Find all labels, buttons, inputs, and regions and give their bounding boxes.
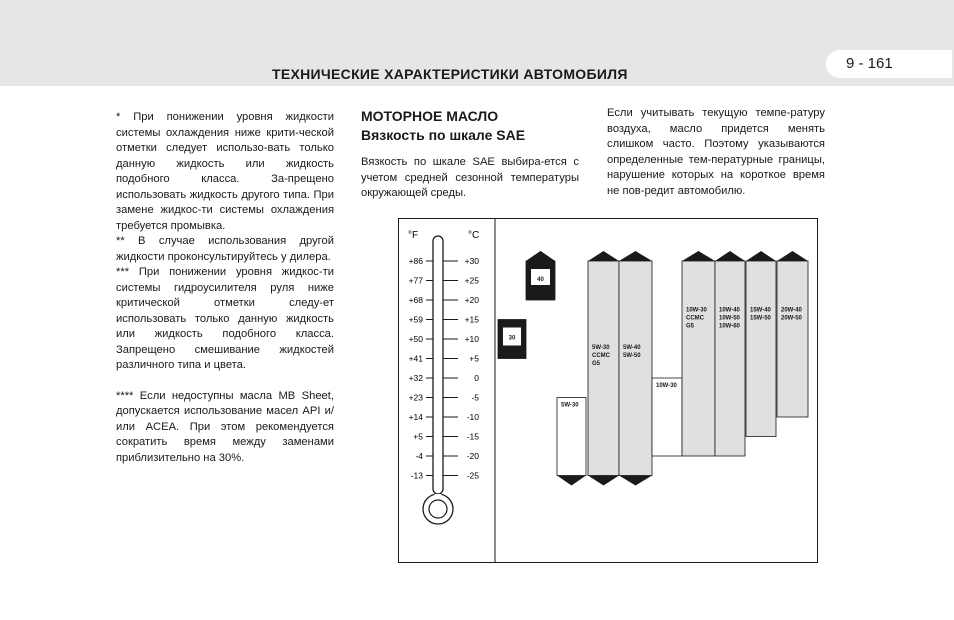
viscosity-grade-label: 30 [508, 335, 516, 342]
section-paragraph-1: Вязкость по шкале SAE выбира-ется с учетом средней сезонной температуры окружающей среды. [361, 156, 579, 199]
celsius-tick-label: -5 [471, 392, 479, 403]
viscosity-bar [619, 261, 652, 476]
celsius-tick-label: +10 [464, 334, 479, 344]
fahrenheit-tick-label: -4 [415, 451, 423, 461]
fahrenheit-label: °F [408, 230, 419, 241]
viscosity-grade-label: 5W-30 [592, 344, 610, 351]
section-paragraph-2: Если учитывать текущую темпе-ратуру воздуха, масло придется менять слишком часто. Поэтому указываются определенные тем-пературные границы, нарушение которых на короткое время не пов-редит автомобилю. [607, 107, 825, 197]
fahrenheit-tick-label: +23 [408, 392, 423, 403]
thermometer-bulb-inner [429, 500, 447, 518]
viscosity-grade-label: 20W-50 [781, 315, 802, 322]
celsius-tick-label: 0 [474, 373, 479, 383]
viscosity-grade-label: 5W-30 [561, 402, 579, 409]
footnote-coolant: * При понижении уровня жидкости системы охлаждения ниже крити-ческой отметки следует использо-вать только данную жидкость или жидкость подобного класса. За-прещено использовать жидкость другого типа. При замене жидкос-ти системы охлаждения требуется промывка. [116, 111, 334, 232]
viscosity-grade-label: 15W-40 [750, 307, 771, 314]
page-number: 9 - 161 [846, 55, 893, 72]
celsius-tick-label: -20 [466, 451, 479, 461]
celsius-tick-label: +25 [464, 275, 479, 286]
viscosity-grade-label: 10W-60 [719, 323, 740, 330]
celsius-tick-label: +30 [464, 256, 479, 266]
thermometer-neck [435, 494, 442, 498]
viscosity-grade-label: 15W-50 [750, 315, 771, 322]
viscosity-grade-label: CCMC [592, 352, 610, 359]
thermometer-tube [433, 236, 443, 494]
section-title: МОТОРНОЕ МАСЛО [361, 108, 499, 124]
fahrenheit-tick-label: +32 [408, 373, 423, 383]
fahrenheit-tick-label: +59 [408, 314, 423, 325]
page-title: ТЕХНИЧЕСКИЕ ХАРАКТЕРИСТИКИ АВТОМОБИЛЯ [272, 66, 628, 82]
section-subtitle: Вязкость по шкале SAE [361, 127, 526, 143]
viscosity-grade-label: 10W-30 [656, 383, 677, 389]
fahrenheit-tick-label: +41 [408, 353, 423, 364]
viscosity-bar [588, 261, 619, 476]
fahrenheit-tick-label: -13 [410, 470, 423, 481]
celsius-tick-label: -25 [466, 470, 479, 481]
viscosity-grade-label: 5W-40 [623, 344, 641, 351]
viscosity-grade-label: 20W-40 [781, 307, 802, 314]
celsius-label: °C [468, 230, 480, 241]
fahrenheit-tick-label: +5 [413, 431, 423, 442]
viscosity-grade-label: 10W-50 [719, 315, 740, 322]
celsius-tick-label: +5 [469, 353, 479, 364]
fahrenheit-tick-label: +68 [408, 295, 423, 305]
footnote-dealer: ** В случае использования другой жидкости проконсультируйтесь у дилера. [116, 235, 334, 263]
viscosity-grade-label: 10W-40 [719, 307, 740, 314]
viscosity-bar [746, 261, 776, 437]
viscosity-bar [652, 378, 682, 456]
viscosity-grade-label: G5 [686, 323, 695, 330]
viscosity-grade-label: 10W-30 [686, 307, 707, 314]
celsius-tick-label: +20 [464, 295, 479, 305]
fahrenheit-tick-label: +86 [408, 256, 423, 266]
sae-viscosity-chart [398, 218, 818, 563]
viscosity-grade-label: G5 [592, 360, 601, 367]
fahrenheit-tick-label: +50 [408, 334, 423, 344]
celsius-tick-label: -15 [466, 431, 479, 442]
viscosity-bar [777, 261, 808, 417]
footnotes-column [116, 110, 334, 466]
fahrenheit-tick-label: +77 [408, 275, 423, 286]
fahrenheit-tick-label: +14 [408, 412, 423, 422]
footnote-mb-sheet: **** Если недоступны масла MB Sheet, допускается использование масел API и/или ACEA. При этом рекомендуется сократить время между заменами приблизительно на 30%. [116, 389, 334, 464]
viscosity-bar [557, 398, 586, 476]
footnote-steering: *** При понижении уровня жидкос-ти системы гидроусилителя руля ниже критической отметки следу-ет использовать только данную жидкость или жидкость подобного класса. Запрещено смешивание жидкостей различного типа и цвета. [116, 266, 334, 371]
viscosity-grade-label: 40 [537, 277, 544, 283]
viscosity-grade-label: 5W-50 [623, 352, 641, 359]
celsius-tick-label: +15 [464, 314, 479, 325]
viscosity-bar [715, 261, 745, 456]
viscosity-bar [682, 261, 715, 456]
viscosity-grade-label: CCMC [686, 315, 704, 322]
celsius-tick-label: -10 [466, 412, 479, 422]
